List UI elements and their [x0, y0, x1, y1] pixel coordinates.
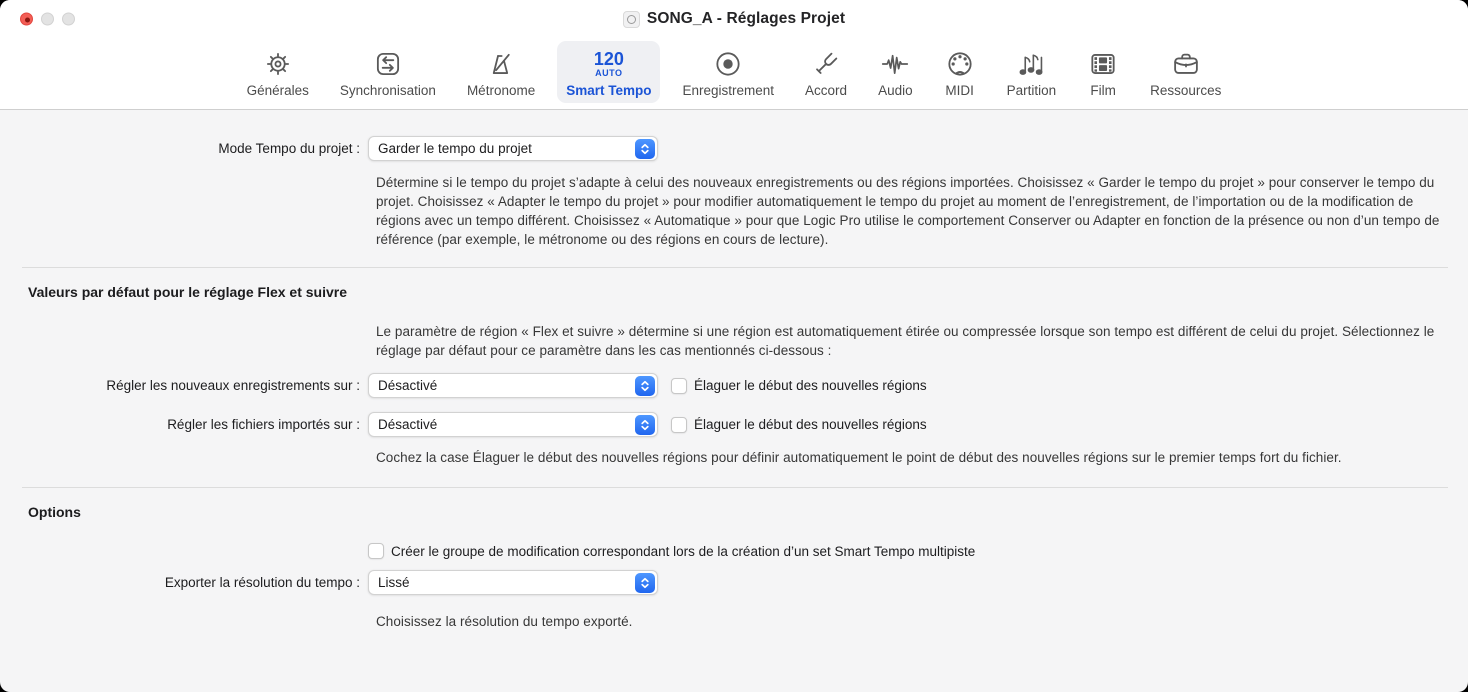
tab-label: Accord	[805, 83, 848, 98]
tab-film[interactable]	[1078, 41, 1128, 103]
tempo-mode-help-text: Détermine si le tempo du projet s’adapte à celui des nouveaux enregistrements ou des régions importées. Choisissez « Garder le tempo du projet » pour conserver le tempo du projet. Choisissez « Adapter le tempo du projet » pour modifier automatiquement le tempo du projet au moment de l’enregistrement, de l’importation ou de la modification de régions avec un tempo différent. Choisissez « Automatique » pour que Logic Pro utilise le comportement Conserver ou Adapter en fonction de la présence ou non d’un tempo de référence (par exemple, le métronome ou des régions en cours de lecture).	[376, 175, 1440, 247]
traffic-lights	[20, 13, 75, 26]
multitrack-row	[0, 543, 1468, 559]
tab-metronome[interactable]	[458, 41, 544, 103]
tab-label: Smart Tempo	[566, 83, 652, 98]
tuning-fork-icon	[810, 45, 842, 82]
export-resolution-row	[0, 570, 1468, 595]
zoom-button[interactable]	[62, 13, 75, 26]
tab-partition[interactable]	[998, 41, 1066, 103]
close-button[interactable]	[20, 13, 33, 26]
imported-files-label: Régler les fichiers importés sur :	[167, 417, 360, 432]
tab-label: Enregistrement	[682, 83, 775, 98]
gear-icon	[262, 45, 294, 82]
midi-icon	[944, 45, 976, 82]
multitrack-set-checkbox[interactable]	[368, 543, 384, 559]
waveform-icon	[879, 45, 911, 82]
minimize-button[interactable]	[41, 13, 54, 26]
trim-start-imports-checkbox[interactable]	[671, 417, 687, 433]
tempo-mode-label: Mode Tempo du projet :	[218, 141, 360, 156]
film-icon	[1087, 45, 1119, 82]
new-recordings-dropdown[interactable]	[368, 373, 658, 398]
options-section-title: Options	[28, 504, 81, 520]
tab-accord[interactable]	[796, 41, 856, 103]
tab-audio[interactable]	[869, 41, 922, 103]
imported-files-value: Désactivé	[378, 417, 438, 432]
chevron-up-down-icon	[635, 415, 655, 435]
tab-label: MIDI	[945, 83, 974, 98]
export-note-text: Choisissez la résolution du tempo exporté.	[376, 614, 633, 629]
tab-label: Générales	[246, 83, 309, 98]
smart-tempo-pane	[0, 110, 1468, 631]
tab-synchronisation[interactable]	[331, 41, 445, 103]
smart-tempo-icon: 120 AUTO	[593, 48, 624, 78]
window-title: SONG_A - Réglages Projet	[646, 10, 846, 27]
tab-smart-tempo[interactable]	[557, 41, 660, 103]
section-divider	[22, 487, 1448, 488]
section-divider	[22, 267, 1448, 268]
export-resolution-dropdown[interactable]	[368, 570, 658, 595]
tab-enregistrement[interactable]	[673, 41, 783, 103]
tempo-mode-dropdown[interactable]	[368, 136, 658, 161]
tab-label: Métronome	[466, 83, 536, 98]
chevron-up-down-icon	[635, 376, 655, 396]
flex-note-text: Cochez la case Élaguer le début des nouvelles régions pour définir automatiquement le point de début des nouvelles régions sur le premier temps fort du fichier.	[376, 450, 1342, 465]
tempo-mode-value: Garder le tempo du projet	[378, 141, 532, 156]
tab-ressources[interactable]	[1141, 41, 1230, 103]
imported-files-dropdown[interactable]	[368, 412, 658, 437]
trim-start-recordings-checkbox[interactable]	[671, 378, 687, 394]
chevron-up-down-icon	[635, 573, 655, 593]
flex-section-help-text: Le paramètre de région « Flex et suivre » détermine si une région est automatiquement étirée ou compressée lorsque son tempo est différent de celui du projet. Sélectionnez le réglage par défaut pour ce paramètre dans les cas mentionnés ci-dessous :	[376, 324, 1435, 358]
export-resolution-label: Exporter la résolution du tempo :	[164, 575, 360, 590]
metronome-icon	[485, 45, 517, 82]
chevron-up-down-icon	[635, 139, 655, 159]
tab-label: Audio	[878, 83, 913, 98]
new-recordings-row	[0, 373, 1468, 398]
multitrack-set-label: Créer le groupe de modification correspondant lors de la création d’un set Smart Tempo multipiste	[391, 543, 976, 559]
tab-label: Film	[1090, 83, 1116, 98]
tab-label: Synchronisation	[339, 83, 436, 98]
briefcase-icon	[1170, 45, 1202, 82]
export-resolution-value: Lissé	[378, 575, 410, 590]
title-bar	[0, 0, 1468, 38]
tab-midi[interactable]	[935, 41, 985, 103]
tab-generales[interactable]	[238, 41, 318, 103]
music-notes-icon	[1015, 45, 1047, 82]
new-recordings-label: Régler les nouveaux enregistrements sur :	[106, 378, 360, 393]
tab-label: Ressources	[1150, 83, 1222, 98]
trim-start-recordings-label: Élaguer le début des nouvelles régions	[694, 378, 927, 393]
new-recordings-value: Désactivé	[378, 378, 438, 393]
document-proxy-icon	[623, 11, 640, 28]
trim-start-imports-label: Élaguer le début des nouvelles régions	[694, 417, 927, 432]
settings-toolbar	[0, 38, 1468, 110]
tempo-mode-row	[0, 136, 1468, 161]
sync-icon	[372, 45, 404, 82]
record-icon	[712, 45, 744, 82]
tab-label: Partition	[1006, 83, 1057, 98]
imported-files-row	[0, 412, 1468, 437]
flex-section-title: Valeurs par défaut pour le réglage Flex et suivre	[28, 284, 348, 300]
